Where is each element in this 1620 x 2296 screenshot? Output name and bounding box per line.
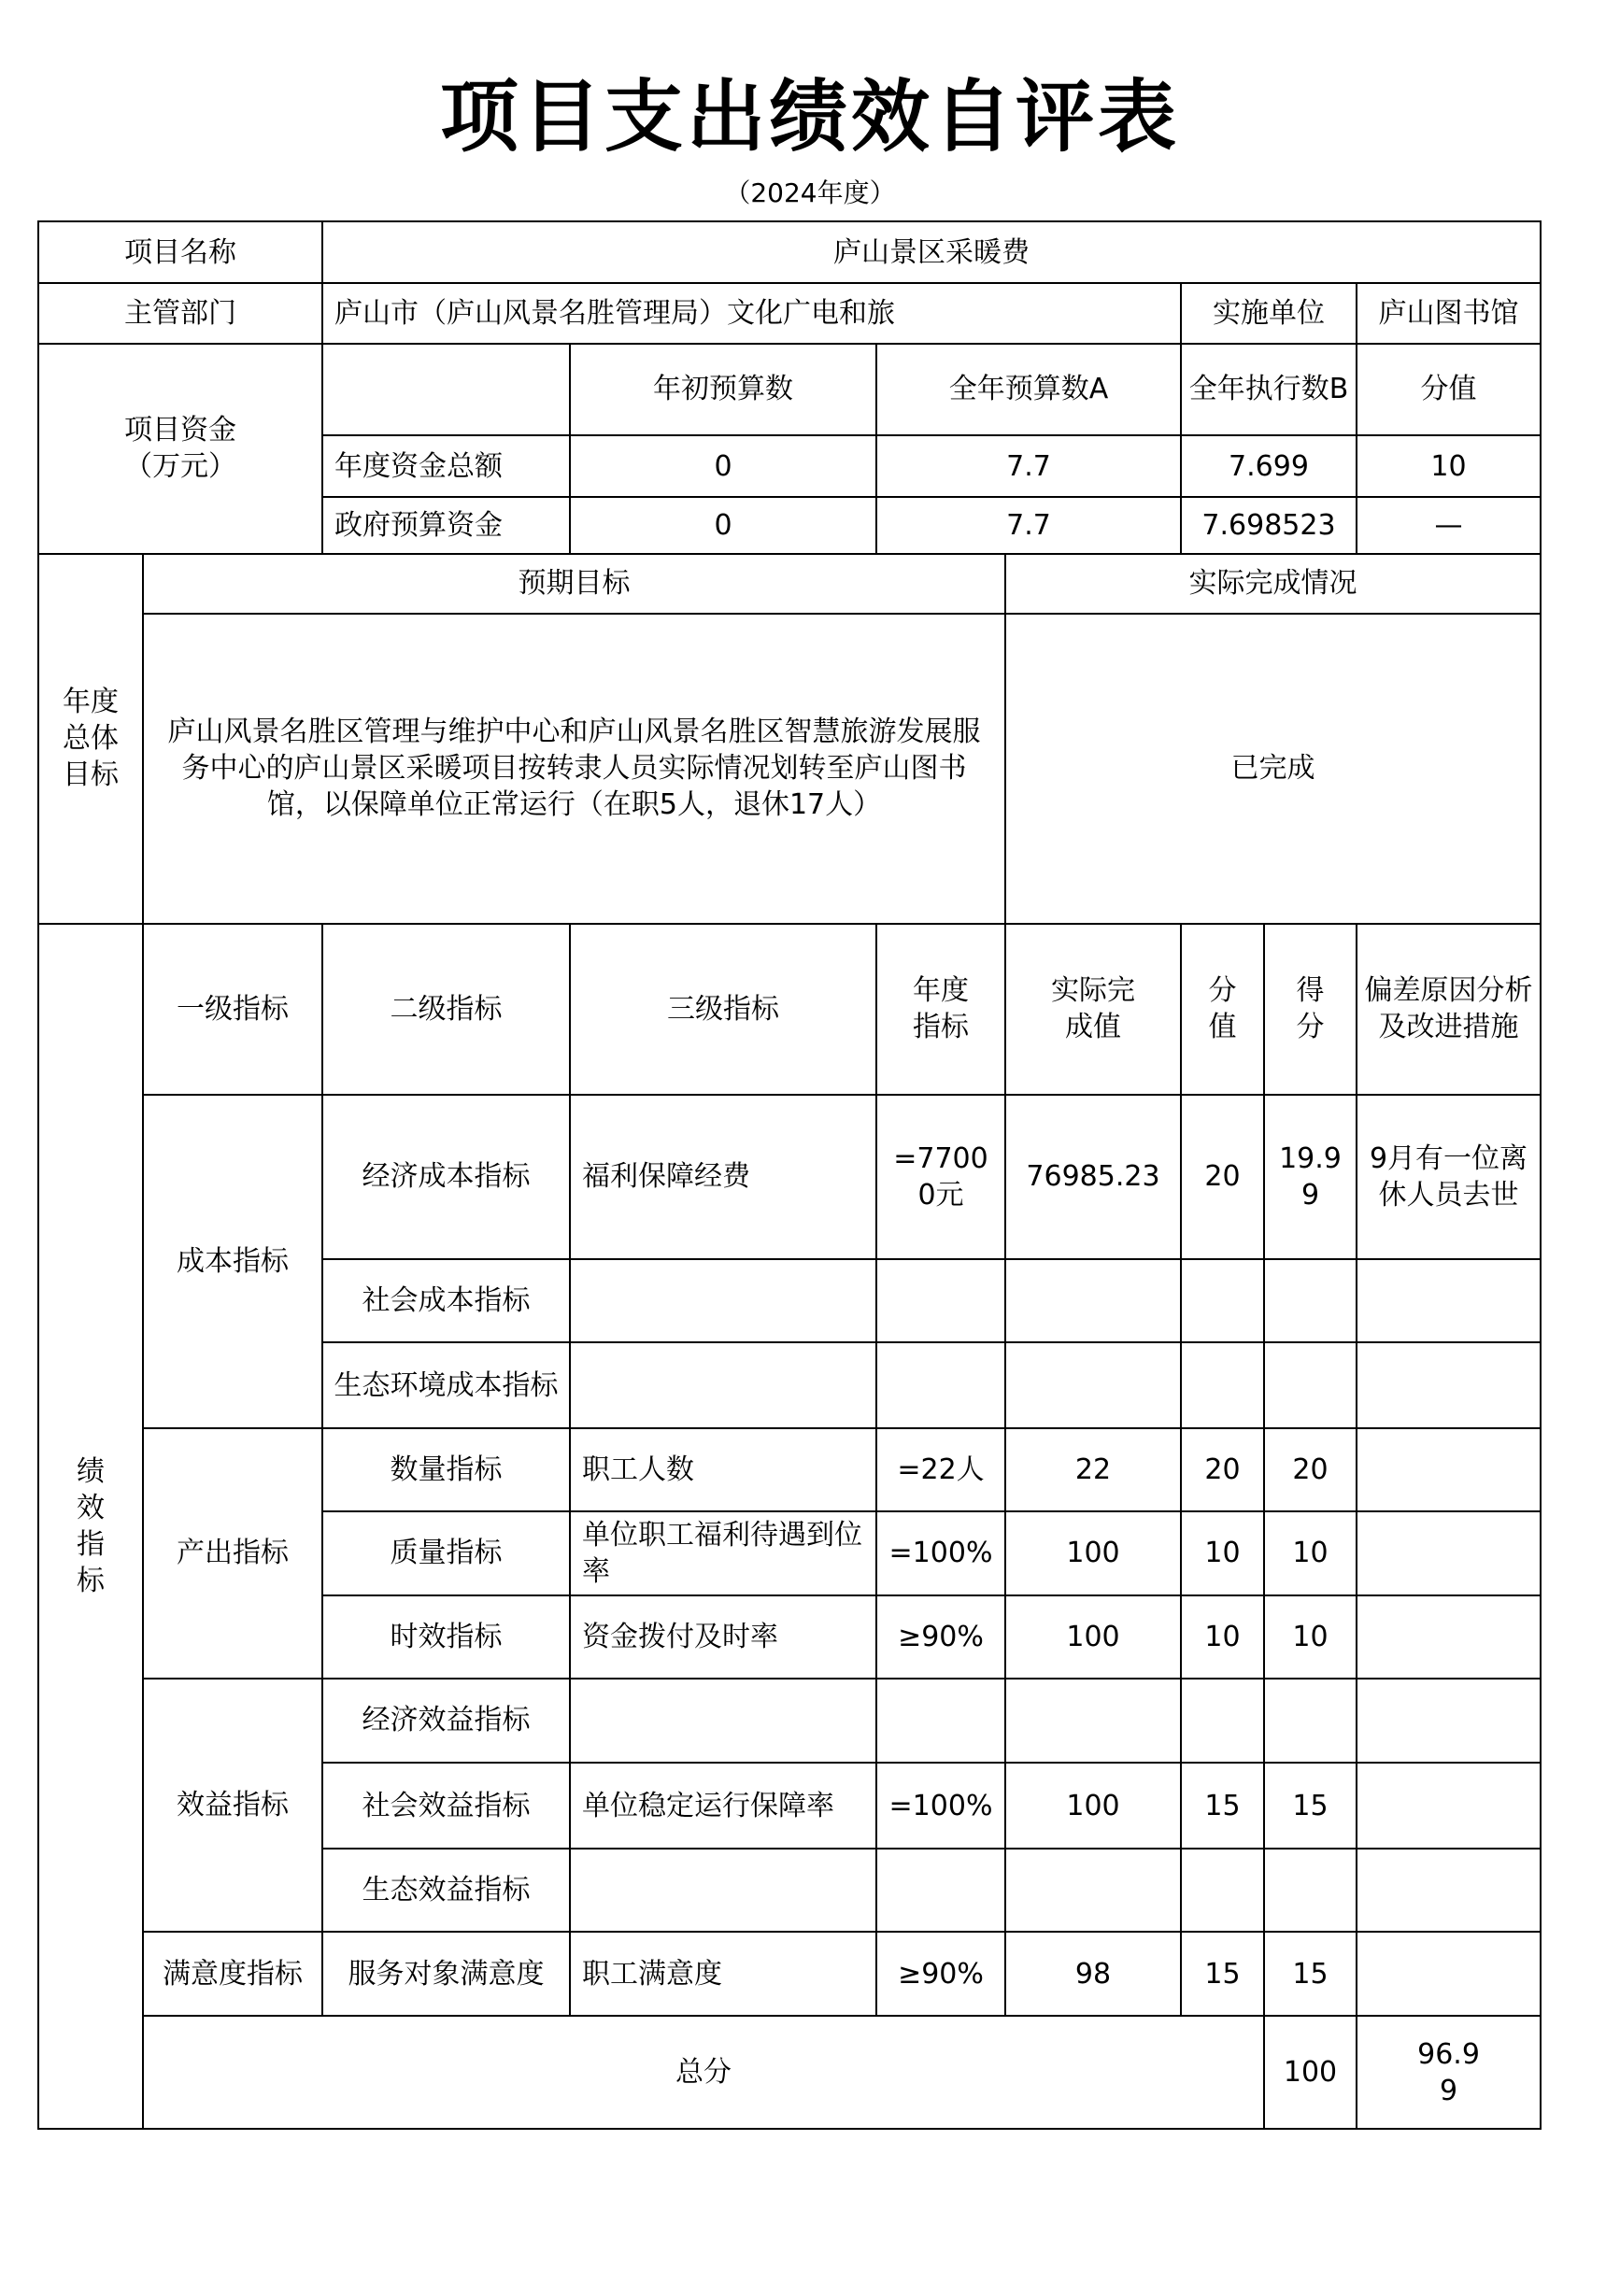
indicator-weight: 20: [1181, 1095, 1264, 1260]
indicator-target: =22人: [876, 1428, 1005, 1510]
indicator-target: [876, 1849, 1005, 1931]
implementing-unit-label: 实施单位: [1181, 283, 1357, 343]
indicator-header-level2: 二级指标: [322, 924, 570, 1095]
indicator-header-row: [38, 924, 1541, 1095]
indicator-actual: [1005, 1849, 1181, 1931]
indicator-level1: 效益指标: [143, 1679, 322, 1932]
indicator-level2: 社会成本指标: [322, 1259, 570, 1341]
expected-goal-label: 预期目标: [143, 554, 1005, 614]
page-title: 项目支出绩效自评表: [439, 70, 1180, 163]
indicator-score: 15: [1264, 1932, 1357, 2016]
funds-row-weight: —: [1357, 497, 1541, 553]
indicators-label: [38, 924, 143, 2129]
indicator-target: [876, 1679, 1005, 1763]
indicator-level3: 职工人数: [570, 1428, 876, 1510]
indicator-level3: [570, 1849, 876, 1931]
indicator-score: 19.99: [1264, 1095, 1357, 1260]
indicator-target: ≥90%: [876, 1932, 1005, 2016]
indicator-deviation-note: [1357, 1763, 1541, 1849]
indicator-row: [38, 1095, 1541, 1260]
indicator-level3: [570, 1342, 876, 1428]
indicator-row: [38, 1428, 1541, 1510]
department-row: [38, 283, 1541, 343]
indicator-score: 10: [1264, 1511, 1357, 1595]
indicator-header-deviation: 偏差原因分析及改进措施: [1357, 924, 1541, 1095]
indicator-weight: [1181, 1259, 1264, 1341]
indicator-row: [38, 1679, 1541, 1763]
indicator-header-weight: 分值: [1181, 924, 1264, 1095]
funds-header-executed: 全年执行数B: [1181, 344, 1357, 435]
department-value: 庐山市（庐山风景名胜管理局）文化广电和旅: [322, 283, 1181, 343]
indicator-level3: [570, 1259, 876, 1341]
indicators-label-text: 绩效指标: [77, 1454, 105, 1597]
indicator-target: =77000元: [876, 1095, 1005, 1260]
funds-header-budget: 全年预算数A: [876, 344, 1181, 435]
funds-row-budget: 7.7: [876, 497, 1181, 553]
indicator-score: [1264, 1342, 1357, 1428]
actual-result-text: 已完成: [1005, 614, 1541, 924]
indicator-score: 10: [1264, 1595, 1357, 1678]
indicator-target: ≥90%: [876, 1595, 1005, 1678]
funds-row-name: 年度资金总额: [322, 435, 570, 497]
indicator-target: [876, 1259, 1005, 1341]
indicator-level2: 社会效益指标: [322, 1763, 570, 1849]
funds-row-initial: 0: [570, 435, 876, 497]
funds-header-blank: [322, 344, 570, 435]
funds-header-initial: 年初预算数: [570, 344, 876, 435]
goals-label: [38, 554, 143, 924]
indicator-actual: 100: [1005, 1595, 1181, 1678]
indicator-actual: [1005, 1259, 1181, 1341]
indicator-level2: 经济效益指标: [322, 1679, 570, 1763]
indicator-score: [1264, 1849, 1357, 1931]
indicator-score: 20: [1264, 1428, 1357, 1510]
indicator-score: [1264, 1679, 1357, 1763]
indicator-weight: 20: [1181, 1428, 1264, 1510]
indicator-target: =100%: [876, 1511, 1005, 1595]
indicator-level2: 时效指标: [322, 1595, 570, 1678]
funds-header-weight: 分值: [1357, 344, 1541, 435]
total-label: 总分: [143, 2016, 1264, 2129]
indicator-level1: 成本指标: [143, 1095, 322, 1429]
indicator-deviation-note: [1357, 1679, 1541, 1763]
indicator-deviation-note: [1357, 1595, 1541, 1678]
indicator-level1: 满意度指标: [143, 1932, 322, 2016]
indicator-actual: [1005, 1679, 1181, 1763]
funds-row-weight: 10: [1357, 435, 1541, 497]
indicator-level1: 产出指标: [143, 1428, 322, 1678]
indicator-header-level3: 三级指标: [570, 924, 876, 1095]
indicator-level3: 职工满意度: [570, 1932, 876, 2016]
project-name-label: 项目名称: [38, 221, 322, 283]
goals-label-text: 年度总体目标: [63, 686, 119, 792]
indicator-weight: 15: [1181, 1763, 1264, 1849]
funds-label-line-1: 项目资金: [124, 414, 236, 447]
indicator-actual: 100: [1005, 1511, 1181, 1595]
indicator-header-score: 得分: [1264, 924, 1357, 1095]
indicator-level3: [570, 1679, 876, 1763]
indicator-weight: 10: [1181, 1511, 1264, 1595]
indicator-weight: 15: [1181, 1932, 1264, 2016]
implementing-unit-value: 庐山图书馆: [1357, 283, 1541, 343]
indicator-level3: 资金拨付及时率: [570, 1595, 876, 1678]
indicator-target: [876, 1342, 1005, 1428]
indicator-actual: 100: [1005, 1763, 1181, 1849]
funds-row-executed: 7.699: [1181, 435, 1357, 497]
indicator-deviation-note: [1357, 1511, 1541, 1595]
indicator-weight: 10: [1181, 1595, 1264, 1678]
goals-header-row: [38, 554, 1541, 614]
funds-row-executed: 7.698523: [1181, 497, 1357, 553]
project-name-row: [38, 221, 1541, 283]
indicator-level2: 经济成本指标: [322, 1095, 570, 1260]
indicator-level3: 福利保障经费: [570, 1095, 876, 1260]
indicator-level2: 生态效益指标: [322, 1849, 570, 1931]
indicator-level2: 服务对象满意度: [322, 1932, 570, 2016]
actual-result-label: 实际完成情况: [1005, 554, 1541, 614]
indicator-weight: [1181, 1679, 1264, 1763]
funds-label-line-2: （万元）: [124, 450, 236, 484]
indicator-level2: 数量指标: [322, 1428, 570, 1510]
total-weight: 100: [1264, 2016, 1357, 2129]
indicator-row: [38, 1932, 1541, 2016]
indicator-deviation-note: [1357, 1428, 1541, 1510]
indicator-level2: 质量指标: [322, 1511, 570, 1595]
indicator-level2: 生态环境成本指标: [322, 1342, 570, 1428]
expected-goal-text: 庐山风景名胜区管理与维护中心和庐山风景名胜区智慧旅游发展服务中心的庐山景区采暖项目按转隶人员实际情况划转至庐山图书馆，以保障单位正常运行（在职5人，退休17人）: [143, 614, 1005, 924]
indicator-actual: 76985.23: [1005, 1095, 1181, 1260]
indicator-level3: 单位职工福利待遇到位率: [570, 1511, 876, 1595]
indicator-header-target: 年度指标: [876, 924, 1005, 1095]
indicator-actual: [1005, 1342, 1181, 1428]
total-row: [38, 2016, 1541, 2129]
indicator-deviation-note: [1357, 1932, 1541, 2016]
indicator-deviation-note: 9月有一位离休人员去世: [1357, 1095, 1541, 1260]
funds-row-name: 政府预算资金: [322, 497, 570, 553]
indicator-score: 15: [1264, 1763, 1357, 1849]
report-year: （2024年度）: [724, 177, 896, 208]
indicator-actual: 22: [1005, 1428, 1181, 1510]
evaluation-table: [37, 220, 1542, 2130]
indicator-actual: 98: [1005, 1932, 1181, 2016]
department-label: 主管部门: [38, 283, 322, 343]
indicator-target: =100%: [876, 1763, 1005, 1849]
funds-row-budget: 7.7: [876, 435, 1181, 497]
indicator-score: [1264, 1259, 1357, 1341]
indicator-level3: 单位稳定运行保障率: [570, 1763, 876, 1849]
funds-header-row: [38, 344, 1541, 435]
indicator-deviation-note: [1357, 1849, 1541, 1931]
project-name-value: 庐山景区采暖费: [322, 221, 1541, 283]
indicator-deviation-note: [1357, 1259, 1541, 1341]
indicator-weight: [1181, 1849, 1264, 1931]
funds-row-initial: 0: [570, 497, 876, 553]
goals-content-row: [38, 614, 1541, 924]
indicator-header-actual: 实际完成值: [1005, 924, 1181, 1095]
indicator-weight: [1181, 1342, 1264, 1428]
indicator-deviation-note: [1357, 1342, 1541, 1428]
indicator-header-level1: 一级指标: [143, 924, 322, 1095]
total-score: 96.99: [1357, 2016, 1541, 2129]
funds-label: [38, 344, 322, 554]
